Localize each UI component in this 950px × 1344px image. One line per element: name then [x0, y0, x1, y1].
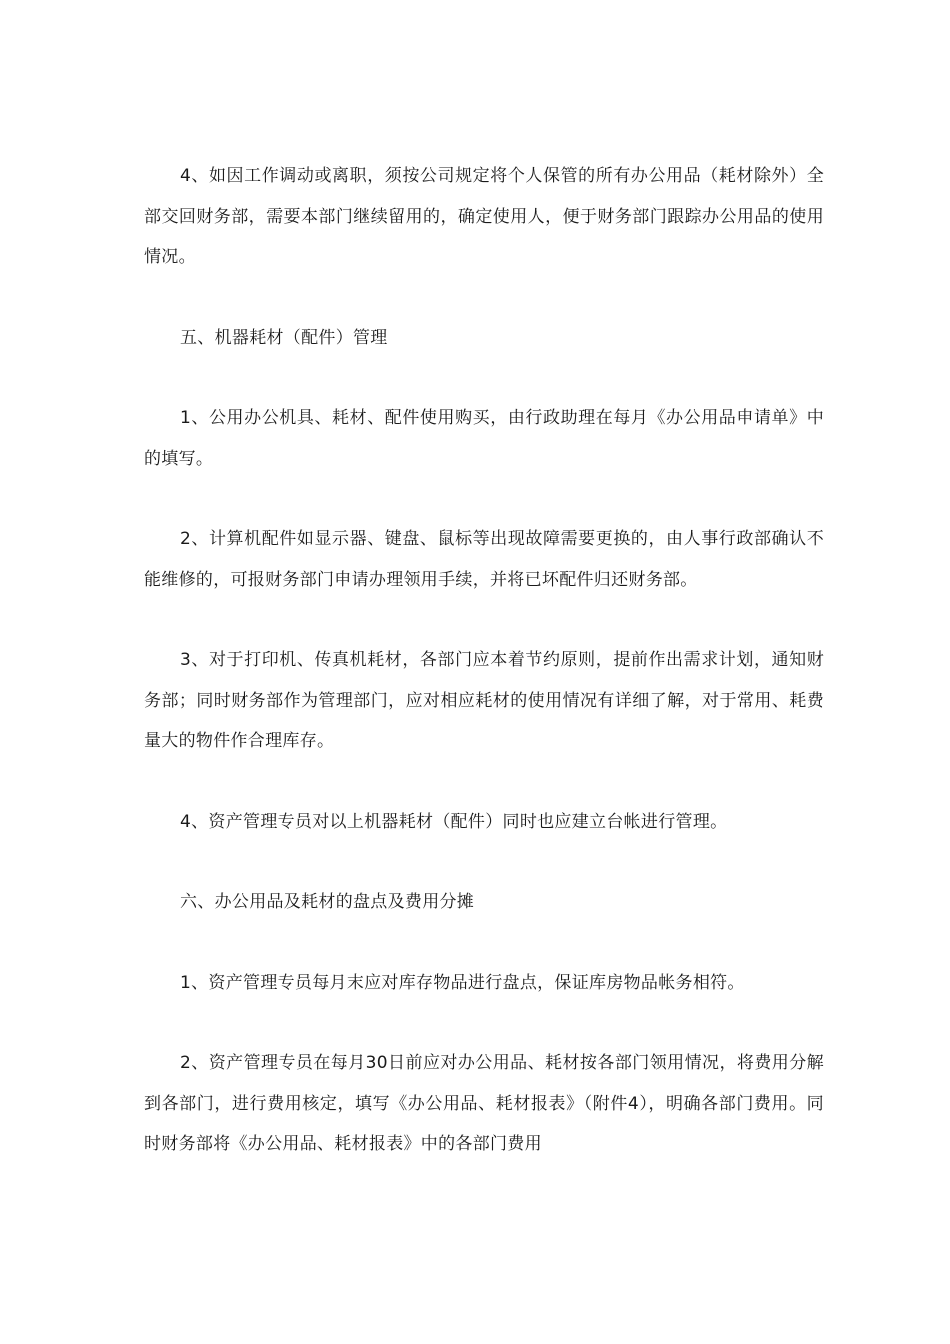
paragraph-cost-allocation: 2、资产管理专员在每月30日前应对办公用品、耗材按各部门领用情况，将费用分解到各部门，进行费用核定，填写《办公用品、耗材报表》（附件4），明确各部门费用。同时财务部将《办公用品、耗材报表》中的各部门费用 [144, 1053, 824, 1154]
paragraph-monthly-inventory: 1、资产管理专员每月末应对库存物品进行盘点，保证库房物品帐务相符。 [180, 972, 745, 993]
paragraph-printer-fax-consumables: 3、对于打印机、传真机耗材，各部门应本着节约原则，提前作出需求计划，通知财务部；同时财务部作为管理部门，应对相应耗材的使用情况有详细了解，对于常用、耗费量大的物件作合理库存。 [144, 650, 824, 751]
paragraph-ledger-management: 4、资产管理专员对以上机器耗材（配件）同时也应建立台帐进行管理。 [180, 811, 728, 832]
paragraph-return-supplies: 4、如因工作调动或离职，须按公司规定将个人保管的所有办公用品（耗材除外）全部交回财务部，需要本部门继续留用的，确定使用人，便于财务部门跟踪办公用品的使用情况。 [144, 166, 824, 267]
paragraph-purchase-request: 1、公用办公机具、耗材、配件使用购买，由行政助理在每月《办公用品申请单》中的填写。 [144, 408, 824, 469]
section-heading-inventory-cost: 六、办公用品及耗材的盘点及费用分摊 [180, 892, 475, 912]
document-body [144, 156, 824, 1165]
section-heading-machine-consumables: 五、机器耗材（配件）管理 [180, 327, 388, 348]
paragraph-computer-parts: 2、计算机配件如显示器、键盘、鼠标等出现故障需要更换的，由人事行政部确认不能维修的，可报财务部门申请办理领用手续，并将已坏配件归还财务部。 [144, 529, 824, 590]
